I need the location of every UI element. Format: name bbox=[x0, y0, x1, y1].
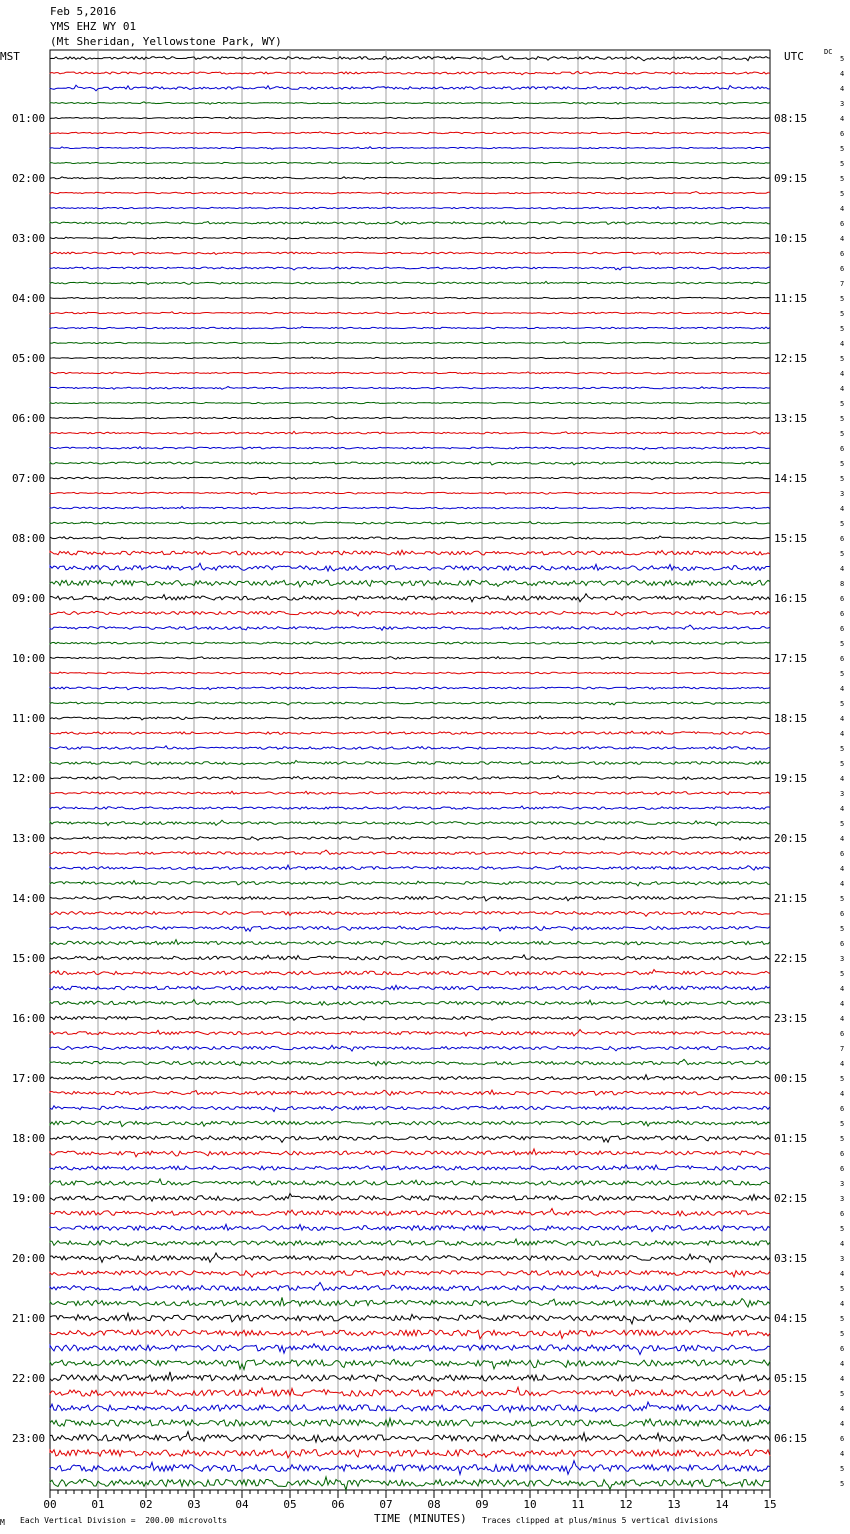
left-hour-label: 13:00 bbox=[12, 832, 46, 845]
left-hour-label: 01:00 bbox=[12, 112, 46, 125]
right-hour-label: 04:15 bbox=[774, 1312, 808, 1325]
left-hour-label: 12:00 bbox=[12, 772, 46, 785]
x-tick-label: 03 bbox=[187, 1498, 201, 1511]
seismic-trace bbox=[50, 563, 770, 571]
seismic-trace bbox=[50, 402, 770, 404]
dc-value: 4 bbox=[840, 340, 845, 348]
dc-label: DC bbox=[824, 48, 833, 56]
seismic-trace bbox=[50, 1461, 770, 1475]
seismic-trace bbox=[50, 297, 770, 299]
seismic-trace bbox=[50, 147, 770, 150]
right-hour-label: 05:15 bbox=[774, 1372, 808, 1385]
seismic-trace bbox=[50, 267, 770, 270]
dc-value: 4 bbox=[840, 505, 845, 513]
seismic-trace bbox=[50, 625, 770, 630]
dc-value: 4 bbox=[840, 715, 845, 723]
seismic-trace bbox=[50, 372, 770, 374]
seismic-trace bbox=[50, 177, 770, 180]
seismic-trace bbox=[50, 850, 770, 854]
dc-value: 5 bbox=[840, 160, 845, 168]
seismic-trace bbox=[50, 85, 770, 91]
seismic-trace bbox=[50, 999, 770, 1005]
dc-value: 5 bbox=[840, 700, 845, 708]
seismic-trace bbox=[50, 387, 770, 390]
dc-value: 5 bbox=[840, 1315, 845, 1323]
seismic-trace bbox=[50, 56, 770, 61]
dc-value: 4 bbox=[840, 370, 845, 378]
dc-value: 4 bbox=[840, 1015, 845, 1023]
right-hour-label: 02:15 bbox=[774, 1192, 808, 1205]
dc-value: 6 bbox=[840, 1345, 845, 1353]
dc-value: 6 bbox=[840, 130, 845, 138]
dc-value: 4 bbox=[840, 775, 845, 783]
right-hour-label: 08:15 bbox=[774, 112, 808, 125]
dc-value: 5 bbox=[840, 745, 845, 753]
dc-value: 4 bbox=[840, 1090, 845, 1098]
seismic-trace bbox=[50, 1283, 770, 1291]
seismic-trace bbox=[50, 594, 770, 602]
seismic-trace bbox=[50, 327, 770, 329]
left-hour-label: 06:00 bbox=[12, 412, 46, 425]
dc-value: 5 bbox=[840, 145, 845, 153]
seismic-trace bbox=[50, 1075, 770, 1080]
seismic-trace bbox=[50, 955, 770, 960]
right-hour-label: 17:15 bbox=[774, 652, 808, 665]
left-hour-label: 21:00 bbox=[12, 1312, 46, 1325]
dc-value: 6 bbox=[840, 220, 845, 228]
dc-value: 3 bbox=[840, 490, 845, 498]
dc-value: 6 bbox=[840, 595, 845, 603]
seismic-trace bbox=[50, 1450, 770, 1458]
seismic-trace bbox=[50, 897, 770, 902]
seismic-trace bbox=[50, 1297, 770, 1307]
seismic-trace bbox=[50, 550, 770, 555]
seismic-trace bbox=[50, 281, 770, 284]
dc-value: 4 bbox=[840, 1240, 845, 1248]
seismic-trace bbox=[50, 911, 770, 916]
seismic-trace bbox=[50, 1253, 770, 1262]
dc-value: 5 bbox=[840, 820, 845, 828]
dc-value: 6 bbox=[840, 940, 845, 948]
left-hour-label: 14:00 bbox=[12, 892, 46, 905]
seismic-trace bbox=[50, 1224, 770, 1231]
seismic-trace bbox=[50, 731, 770, 734]
right-hour-label: 03:15 bbox=[774, 1252, 808, 1265]
dc-value: 5 bbox=[840, 520, 845, 528]
seismic-trace bbox=[50, 1194, 770, 1202]
seismic-trace bbox=[50, 746, 770, 749]
dc-value: 3 bbox=[840, 790, 845, 798]
dc-value: 5 bbox=[840, 760, 845, 768]
dc-value: 5 bbox=[840, 670, 845, 678]
seismic-trace bbox=[50, 1106, 770, 1112]
seismic-trace bbox=[50, 1239, 770, 1246]
left-hour-label: 20:00 bbox=[12, 1252, 46, 1265]
dc-value: 6 bbox=[840, 445, 845, 453]
seismic-trace bbox=[50, 71, 770, 74]
x-tick-label: 06 bbox=[331, 1498, 345, 1511]
left-hour-label: 07:00 bbox=[12, 472, 46, 485]
seismic-trace bbox=[50, 1030, 770, 1037]
seismic-trace bbox=[50, 865, 770, 870]
dc-value: 5 bbox=[840, 1330, 845, 1338]
seismic-trace bbox=[50, 521, 770, 524]
dc-value: 4 bbox=[840, 1300, 845, 1308]
seismic-trace bbox=[50, 357, 770, 359]
dc-value: 4 bbox=[840, 865, 845, 873]
dc-value: 4 bbox=[840, 1360, 845, 1368]
seismic-trace bbox=[50, 1209, 770, 1216]
seismic-trace bbox=[50, 776, 770, 780]
left-hour-label: 02:00 bbox=[12, 172, 46, 185]
dc-value: 3 bbox=[840, 1180, 845, 1188]
left-hour-label: 19:00 bbox=[12, 1192, 46, 1205]
right-hour-label: 23:15 bbox=[774, 1012, 808, 1025]
header-date: Feb 5,2016 bbox=[50, 5, 117, 18]
right-hour-label: 12:15 bbox=[774, 352, 808, 365]
seismic-trace bbox=[50, 820, 770, 825]
dc-value: 4 bbox=[840, 385, 845, 393]
seismic-trace bbox=[50, 1016, 770, 1020]
right-hour-label: 13:15 bbox=[774, 412, 808, 425]
seismic-trace bbox=[50, 702, 770, 705]
seismic-trace bbox=[50, 117, 770, 119]
left-hour-label: 22:00 bbox=[12, 1372, 46, 1385]
x-tick-label: 01 bbox=[91, 1498, 105, 1511]
seismic-trace bbox=[50, 1090, 770, 1095]
seismic-trace bbox=[50, 610, 770, 616]
dc-value: 5 bbox=[840, 1225, 845, 1233]
header-location: (Mt Sheridan, Yellowstone Park, WY) bbox=[50, 35, 282, 48]
dc-value: 5 bbox=[840, 1120, 845, 1128]
seismic-trace bbox=[50, 237, 770, 239]
dc-value: 5 bbox=[840, 970, 845, 978]
dc-value: 5 bbox=[840, 1135, 845, 1143]
dc-value: 5 bbox=[840, 190, 845, 198]
dc-value: 5 bbox=[840, 430, 845, 438]
dc-value: 4 bbox=[840, 1450, 845, 1458]
seismic-trace bbox=[50, 342, 770, 344]
left-hour-label: 09:00 bbox=[12, 592, 46, 605]
right-hour-label: 01:15 bbox=[774, 1132, 808, 1145]
seismic-trace bbox=[50, 761, 770, 765]
left-hour-label: 16:00 bbox=[12, 1012, 46, 1025]
seismic-trace bbox=[50, 926, 770, 931]
right-hour-label: 10:15 bbox=[774, 232, 808, 245]
seismic-trace bbox=[50, 641, 770, 644]
seismic-trace bbox=[50, 1330, 770, 1339]
right-hour-label: 06:15 bbox=[774, 1432, 808, 1445]
dc-value: 6 bbox=[840, 610, 845, 618]
right-timezone-label: UTC bbox=[784, 50, 804, 63]
seismic-trace bbox=[50, 881, 770, 886]
dc-value: 6 bbox=[840, 625, 845, 633]
left-hour-label: 15:00 bbox=[12, 952, 46, 965]
dc-value: 7 bbox=[840, 1045, 845, 1053]
x-tick-label: 13 bbox=[667, 1498, 681, 1511]
right-hour-label: 15:15 bbox=[774, 532, 808, 545]
left-hour-label: 11:00 bbox=[12, 712, 46, 725]
left-hour-label: 10:00 bbox=[12, 652, 46, 665]
dc-value: 4 bbox=[840, 1060, 845, 1068]
x-tick-label: 11 bbox=[571, 1498, 585, 1511]
seismic-trace bbox=[50, 1359, 770, 1369]
x-tick-label: 02 bbox=[139, 1498, 153, 1511]
left-hour-label: 17:00 bbox=[12, 1072, 46, 1085]
seismic-trace bbox=[50, 985, 770, 990]
right-hour-label: 21:15 bbox=[774, 892, 808, 905]
dc-value: 5 bbox=[840, 400, 845, 408]
seismic-trace bbox=[50, 492, 770, 494]
dc-value: 5 bbox=[840, 295, 845, 303]
dc-value: 6 bbox=[840, 1210, 845, 1218]
seismic-trace bbox=[50, 417, 770, 419]
seismic-trace bbox=[50, 431, 770, 434]
seismic-trace bbox=[50, 1372, 770, 1381]
dc-value: 5 bbox=[840, 175, 845, 183]
seismic-trace bbox=[50, 1179, 770, 1185]
dc-value: 6 bbox=[840, 655, 845, 663]
right-hour-label: 00:15 bbox=[774, 1072, 808, 1085]
dc-value: 5 bbox=[840, 325, 845, 333]
dc-value: 6 bbox=[840, 1105, 845, 1113]
seismic-trace bbox=[50, 1165, 770, 1170]
dc-value: 5 bbox=[840, 1465, 845, 1473]
right-hour-label: 18:15 bbox=[774, 712, 808, 725]
dc-value: 5 bbox=[840, 1390, 845, 1398]
seismic-trace bbox=[50, 252, 770, 255]
seismic-trace bbox=[50, 132, 770, 134]
dc-value: 5 bbox=[840, 460, 845, 468]
x-tick-label: 12 bbox=[619, 1498, 633, 1511]
seismic-trace bbox=[50, 1418, 770, 1426]
seismic-trace bbox=[50, 791, 770, 795]
left-timezone-label: MST bbox=[0, 50, 20, 63]
x-tick-label: 14 bbox=[715, 1498, 729, 1511]
dc-value: 4 bbox=[840, 685, 845, 693]
seismic-trace bbox=[50, 312, 770, 314]
dc-value: 4 bbox=[840, 115, 845, 123]
dc-value: 3 bbox=[840, 1195, 845, 1203]
seismic-trace bbox=[50, 940, 770, 945]
right-hour-label: 22:15 bbox=[774, 952, 808, 965]
dc-value: 6 bbox=[840, 250, 845, 258]
left-hour-label: 18:00 bbox=[12, 1132, 46, 1145]
dc-value: 5 bbox=[840, 1075, 845, 1083]
right-hour-label: 11:15 bbox=[774, 292, 808, 305]
dc-value: 4 bbox=[840, 730, 845, 738]
dc-value: 6 bbox=[840, 850, 845, 858]
seismic-trace bbox=[50, 1271, 770, 1278]
dc-value: 3 bbox=[840, 1255, 845, 1263]
dc-value: 6 bbox=[840, 1435, 845, 1443]
plot-frame bbox=[50, 50, 770, 1490]
dc-value: 5 bbox=[840, 1480, 845, 1488]
left-hour-label: 23:00 bbox=[12, 1432, 46, 1445]
dc-value: 5 bbox=[840, 415, 845, 423]
seismic-trace bbox=[50, 687, 770, 690]
left-hour-label: 08:00 bbox=[12, 532, 46, 545]
dc-value: 6 bbox=[840, 1150, 845, 1158]
x-tick-label: 10 bbox=[523, 1498, 537, 1511]
left-hour-label: 03:00 bbox=[12, 232, 46, 245]
seismic-trace bbox=[50, 102, 770, 105]
right-hour-label: 09:15 bbox=[774, 172, 808, 185]
dc-value: 8 bbox=[840, 580, 845, 588]
seismic-trace bbox=[50, 657, 770, 660]
dc-value: 6 bbox=[840, 1165, 845, 1173]
dc-value: 4 bbox=[840, 205, 845, 213]
dc-value: 4 bbox=[840, 565, 845, 573]
dc-value: 4 bbox=[840, 1420, 845, 1428]
seismic-trace bbox=[50, 837, 770, 841]
dc-value: 5 bbox=[840, 475, 845, 483]
dc-value: 4 bbox=[840, 1270, 845, 1278]
seismic-trace bbox=[50, 1432, 770, 1443]
dc-value: 5 bbox=[840, 1285, 845, 1293]
left-hour-label: 04:00 bbox=[12, 292, 46, 305]
dc-value: 4 bbox=[840, 985, 845, 993]
dc-value: 5 bbox=[840, 55, 845, 63]
dc-value: 4 bbox=[840, 835, 845, 843]
x-tick-label: 08 bbox=[427, 1498, 441, 1511]
dc-value: 6 bbox=[840, 535, 845, 543]
dc-value: 5 bbox=[840, 355, 845, 363]
dc-value: 4 bbox=[840, 70, 845, 78]
dc-value: 4 bbox=[840, 1375, 845, 1383]
dc-value: 6 bbox=[840, 910, 845, 918]
seismic-trace bbox=[50, 1477, 770, 1490]
dc-value: 6 bbox=[840, 265, 845, 273]
seismic-trace bbox=[50, 1149, 770, 1157]
dc-value: 6 bbox=[840, 1030, 845, 1038]
dc-value: 5 bbox=[840, 310, 845, 318]
left-hour-label: 05:00 bbox=[12, 352, 46, 365]
clip-note: Traces clipped at plus/minus 5 vertical divisions bbox=[482, 1516, 719, 1525]
dc-value: 4 bbox=[840, 235, 845, 243]
seismic-trace bbox=[50, 1402, 770, 1412]
seismic-trace bbox=[50, 672, 770, 675]
dc-value: 4 bbox=[840, 880, 845, 888]
x-tick-label: 04 bbox=[235, 1498, 249, 1511]
dc-value: 7 bbox=[840, 280, 845, 288]
x-tick-label: 05 bbox=[283, 1498, 297, 1511]
seismic-trace bbox=[50, 207, 770, 209]
seismic-trace bbox=[50, 447, 770, 450]
dc-value: 5 bbox=[840, 640, 845, 648]
seismic-trace bbox=[50, 1045, 770, 1051]
corner-mark: M bbox=[0, 1518, 5, 1527]
x-axis-title: TIME (MINUTES) bbox=[374, 1512, 467, 1525]
dc-value: 4 bbox=[840, 1000, 845, 1008]
x-tick-label: 15 bbox=[763, 1498, 777, 1511]
header-station: YMS EHZ WY 01 bbox=[50, 20, 137, 33]
seismic-trace bbox=[50, 1121, 770, 1127]
right-hour-label: 19:15 bbox=[774, 772, 808, 785]
dc-value: 3 bbox=[840, 955, 845, 963]
seismic-trace bbox=[50, 506, 770, 508]
seismic-trace bbox=[50, 192, 770, 195]
seismic-trace bbox=[50, 1059, 770, 1065]
seismic-trace bbox=[50, 1344, 770, 1355]
scale-note: Each Vertical Division = 200.00 microvolts bbox=[20, 1516, 228, 1525]
dc-value: 3 bbox=[840, 100, 845, 108]
x-tick-label: 00 bbox=[43, 1498, 57, 1511]
seismic-trace bbox=[50, 716, 770, 720]
seismic-trace bbox=[50, 477, 770, 480]
dc-value: 4 bbox=[840, 85, 845, 93]
right-hour-label: 16:15 bbox=[774, 592, 808, 605]
right-hour-label: 14:15 bbox=[774, 472, 808, 485]
seismic-trace bbox=[50, 536, 770, 539]
seismic-trace bbox=[50, 1313, 770, 1324]
seismic-trace bbox=[50, 970, 770, 976]
right-hour-label: 20:15 bbox=[774, 832, 808, 845]
seismic-trace bbox=[50, 462, 770, 465]
seismic-trace bbox=[50, 221, 770, 224]
seismic-trace bbox=[50, 162, 770, 164]
dc-value: 5 bbox=[840, 895, 845, 903]
seismic-trace bbox=[50, 580, 770, 587]
x-tick-label: 09 bbox=[475, 1498, 489, 1511]
dc-value: 4 bbox=[840, 805, 845, 813]
dc-value: 4 bbox=[840, 1405, 845, 1413]
dc-value: 5 bbox=[840, 925, 845, 933]
dc-value: 5 bbox=[840, 550, 845, 558]
seismic-trace bbox=[50, 1136, 770, 1143]
seismic-trace bbox=[50, 1387, 770, 1396]
seismic-trace bbox=[50, 806, 770, 810]
x-tick-label: 07 bbox=[379, 1498, 393, 1511]
